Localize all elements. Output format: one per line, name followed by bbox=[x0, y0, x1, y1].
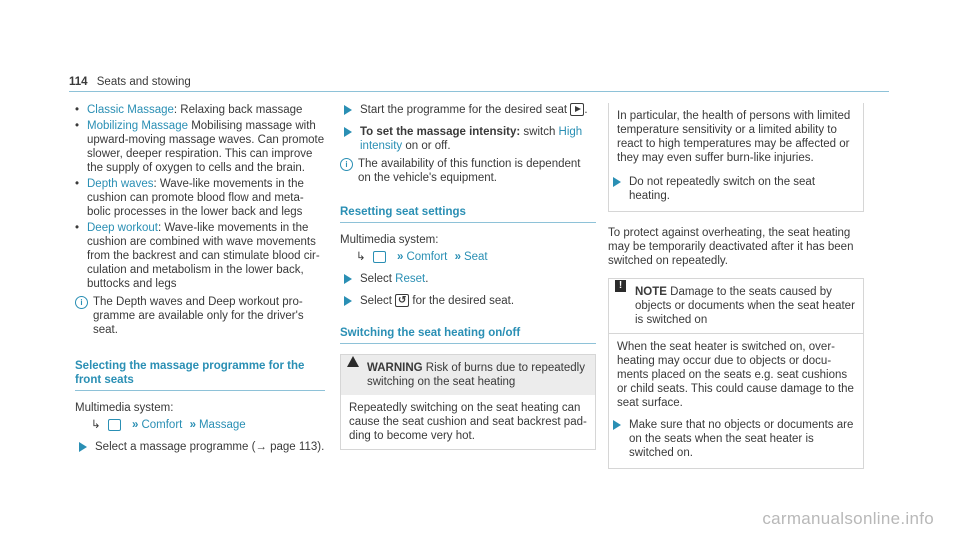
warning-box bbox=[340, 354, 596, 450]
column-right bbox=[608, 103, 864, 469]
classic-massage-label: Classic Massage bbox=[87, 104, 174, 116]
warning-box-continued bbox=[608, 103, 864, 212]
step-text: Make sure that no objects or documents are on the seats when the seat heater is switched on. bbox=[629, 419, 854, 459]
column-left bbox=[75, 103, 325, 454]
list-item bbox=[75, 103, 325, 117]
note-header-text: Damage to the seats caused by objects or documents when the seat heater is switched on bbox=[635, 286, 855, 326]
instruction-step bbox=[340, 125, 596, 153]
multimedia-label: Multimedia system: bbox=[75, 402, 174, 414]
play-button-icon bbox=[570, 103, 584, 116]
info-icon: i bbox=[75, 296, 88, 309]
path-arrow-icon: ↳ bbox=[91, 419, 101, 431]
deep-workout-label: Deep workout bbox=[87, 222, 158, 234]
chevron-right-icon: » bbox=[397, 251, 404, 263]
list-item-text: : Wave-like movements in the cushion are combined with wave movements from the backrest and can stimulate blood cir-culation and metabolism in the lower back, buttocks and legs bbox=[87, 222, 320, 290]
step-arrow-icon bbox=[344, 274, 352, 284]
home-icon bbox=[108, 419, 121, 431]
path-item-seat: Seat bbox=[463, 251, 488, 263]
step-arrow-icon bbox=[79, 442, 87, 452]
chevron-right-icon: » bbox=[132, 419, 139, 431]
overheating-paragraph: To protect against overheating, the seat heating may be temporarily deactivated after it has been switched on repeatedly. bbox=[608, 227, 854, 267]
column-middle bbox=[340, 103, 596, 450]
instruction-step: Start the programme for the desired seat . bbox=[340, 103, 596, 117]
depth-waves-label: Depth waves bbox=[87, 178, 154, 190]
section-title-seat-heating: Switching the seat heating on/off bbox=[340, 326, 596, 344]
path-item-massage: Massage bbox=[198, 419, 246, 431]
chevron-right-icon: » bbox=[189, 419, 196, 431]
instruction-step bbox=[340, 272, 596, 286]
info-note bbox=[340, 157, 596, 185]
step-text: . bbox=[425, 273, 429, 285]
step-text: on or off. bbox=[402, 140, 451, 152]
info-note-text: The availability of this function is dependent on the vehicle's equipment. bbox=[358, 158, 581, 184]
chevron-right-icon: » bbox=[454, 251, 461, 263]
step-arrow-icon bbox=[613, 420, 621, 430]
step-arrow-icon bbox=[344, 127, 352, 137]
high-intensity-label: High intensity bbox=[360, 126, 583, 152]
warning-header-text: Risk of burns due to repeatedly switching on the seat heating bbox=[367, 362, 585, 388]
reset-label: Reset bbox=[395, 273, 426, 285]
warning-body: Repeatedly switching on the seat heating can cause the seat cushion and seat backrest pad-ding to become very hot. bbox=[349, 402, 587, 442]
section-title-reset: Resetting seat settings bbox=[340, 205, 596, 223]
path-arrow-icon: ↳ bbox=[356, 251, 366, 263]
menu-path bbox=[75, 418, 325, 432]
step-text: for the desired seat. bbox=[412, 295, 515, 307]
list-item bbox=[75, 119, 325, 175]
list-item-text: : Wave-like movements in the cushion can promote blood flow and meta-bolic processes in the lower back and legs bbox=[87, 178, 304, 218]
info-note bbox=[75, 295, 325, 337]
step-arrow-icon bbox=[344, 296, 352, 306]
section-title-massage: Selecting the massage programme for the front seats bbox=[75, 359, 325, 391]
home-icon bbox=[373, 251, 386, 263]
step-arrow-icon bbox=[613, 177, 621, 187]
info-icon: i bbox=[340, 158, 353, 171]
list-item-text: : Relaxing back massage bbox=[173, 104, 303, 116]
step-text: Select bbox=[360, 273, 396, 285]
instruction-step bbox=[340, 294, 596, 308]
multimedia-label: Multimedia system: bbox=[340, 234, 439, 246]
step-bold-text: To set the massage intensity: bbox=[360, 126, 521, 138]
warning-continued-text: In particular, the health of persons with limited temperature sensitivity or a limited ability to react to high temperatures may be affected or they may even suffer burn-like injuries. bbox=[617, 110, 851, 164]
warning-header bbox=[341, 355, 595, 395]
list-item-text: Mobilising massage with upward-moving massage waves. Can promote slower, deeper respiration. This can improve the supply of oxygen to cells and the brain. bbox=[87, 120, 325, 174]
step-text: switch bbox=[520, 126, 559, 138]
list-item bbox=[75, 177, 325, 219]
note-header bbox=[609, 279, 863, 334]
list-item bbox=[75, 221, 325, 291]
instruction-step bbox=[609, 175, 855, 203]
step-text: Select a massage programme (→ page 113). bbox=[95, 441, 325, 453]
menu-path bbox=[340, 250, 596, 264]
instruction-step bbox=[609, 418, 855, 460]
path-item-comfort: Comfort bbox=[141, 419, 183, 431]
note-box bbox=[608, 278, 864, 469]
step-arrow-icon bbox=[344, 105, 352, 115]
path-item-comfort: Comfort bbox=[406, 251, 448, 263]
massage-programme-list bbox=[75, 103, 325, 291]
warning-label: WARNING bbox=[367, 362, 423, 374]
page-header bbox=[69, 75, 889, 92]
seat-button-icon: ↺ bbox=[395, 294, 409, 307]
mobilizing-massage-label: Mobilizing Massage bbox=[87, 120, 188, 132]
warning-icon bbox=[347, 356, 359, 367]
note-body: When the seat heater is switched on, over-heating may occur due to objects or docu-ments placed on the seats e.g. seat cushions or child seats. This could cause damage to the seat surface. bbox=[617, 341, 854, 409]
instruction-step bbox=[75, 440, 325, 454]
watermark: carmanualsonline.info bbox=[762, 509, 934, 528]
exclamation-icon: ! bbox=[615, 280, 626, 292]
note-label: NOTE bbox=[635, 286, 667, 298]
step-text: Do not repeatedly switch on the seat heating. bbox=[629, 176, 816, 202]
step-text: Select bbox=[360, 295, 392, 307]
step-text: Start the programme for the desired seat bbox=[360, 104, 568, 116]
page-section-title: Seats and stowing bbox=[96, 76, 191, 88]
page-number: 114 bbox=[69, 76, 88, 88]
info-note-text: The Depth waves and Deep workout pro-gramme are available only for the driver's seat. bbox=[93, 296, 304, 336]
